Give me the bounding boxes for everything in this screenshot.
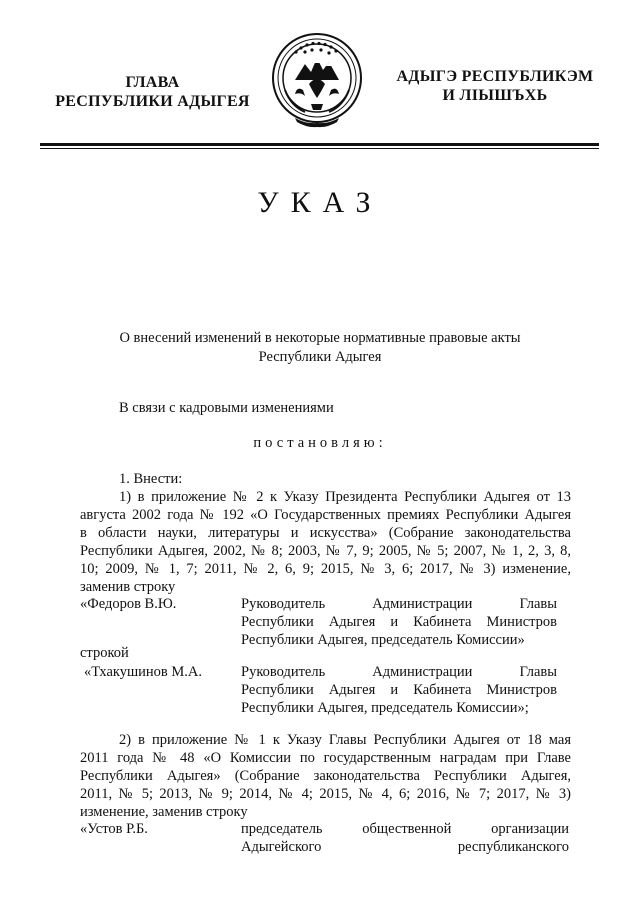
subject-line1: О внесений изменений в некоторые нормативные правовые акты: [119, 330, 521, 346]
item-1-heading: 1. Внести:: [119, 471, 183, 487]
document-subject: [80, 329, 560, 367]
row3-line1: председатель общественной организации: [241, 821, 569, 837]
p1-line2: августа 2002 года № 192 «О Государственных премиях Республики Адыгея: [80, 507, 571, 523]
p2-line3: Республики Адыгея» (Собрание законодательства Республики Адыгея,: [80, 768, 571, 784]
header-right-line1: АДЫГЭ РЕСПУБЛИКЭМ: [396, 68, 594, 85]
row1-name: «Федоров В.Ю.: [80, 596, 177, 612]
paragraph-2: [80, 731, 571, 821]
row3-position: [241, 820, 569, 856]
p1-line4: Республики Адыгея, 2002, № 8; 2003, № 7, 9; 2005, № 5; 2007, № 1, 2, 3, 8,: [80, 543, 571, 559]
header-right-line2: И ЛІЫШЪХЬ: [442, 87, 548, 104]
row1-line2: Республики Адыгея и Кабинета Министров: [241, 614, 557, 630]
p1-line3: в области науки, литературы и искусства» (Собрание законодательства: [80, 525, 571, 541]
header-left-line1: ГЛАВА: [125, 74, 180, 91]
row2-line1: Руководитель Администрации Главы: [241, 664, 557, 680]
document-title: УКАЗ: [257, 186, 383, 219]
row2-position: [241, 663, 557, 717]
p2-line5: изменение, заменив строку: [80, 804, 248, 820]
header-left-line2: РЕСПУБЛИКИ АДЫГЕЯ: [55, 93, 250, 110]
row1-line1: Руководитель Администрации Главы: [241, 596, 557, 612]
header-divider-thin: [40, 148, 599, 149]
p2-line4: 2011, № 5; 2013, № 9; 2014, № 4; 2015, № 4, 6; 2016, № 7; 2017, № 3): [80, 786, 571, 802]
republic-of-adygea-coat-of-arms-icon: [265, 28, 369, 132]
paragraph-1: [80, 488, 571, 596]
row3-name: «Устов Р.Б.: [80, 821, 148, 837]
row3-line2: Адыгейского республиканского: [241, 839, 569, 855]
row2-line2: Республики Адыгея и Кабинета Министров: [241, 682, 557, 698]
p1-line5: 10; 2009, № 1, 7; 2011, № 2, 6, 9; 2015, № 3, 6; 2017, № 3) изменение,: [80, 561, 571, 577]
preamble: В связи с кадровыми изменениями: [119, 400, 334, 416]
p1-line6: заменив строку: [80, 579, 176, 595]
row1-line3: Республики Адыгея, председатель Комиссии»: [241, 632, 525, 648]
p1-line1: 1) в приложение № 2 к Указу Президента Республики Адыгея от 13: [119, 489, 571, 505]
row2-line3: Республики Адыгея, председатель Комиссии»;: [241, 700, 529, 716]
p2-line2: 2011 года № 48 «О Комиссии по государственным наградам при Главе: [80, 750, 571, 766]
p2-line1: 2) в приложение № 1 к Указу Главы Республики Адыгея от 18 мая: [119, 732, 571, 748]
resolve-word: постановляю:: [253, 435, 387, 451]
replacement-word: строкой: [80, 645, 129, 661]
subject-line2: Республики Адыгея: [258, 349, 382, 365]
row2-name: «Тхакушинов М.А.: [84, 664, 202, 680]
row1-position: [241, 595, 557, 649]
header-divider-thick: [40, 143, 599, 146]
header-right: [380, 67, 610, 105]
header-left: [40, 73, 265, 111]
